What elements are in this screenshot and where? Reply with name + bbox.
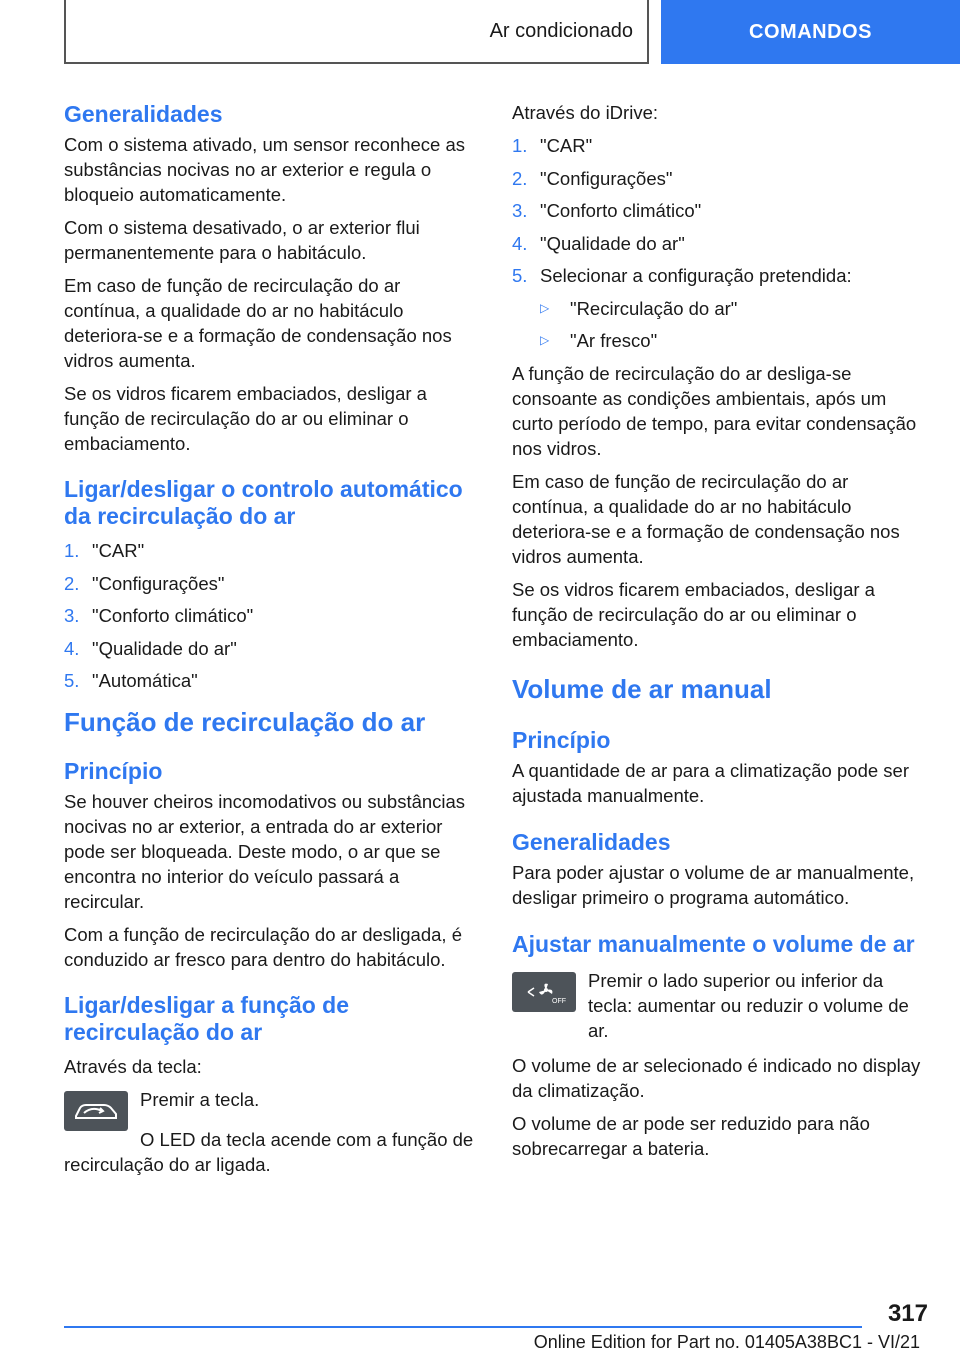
footer-divider xyxy=(64,1326,862,1328)
list-number: 2. xyxy=(512,167,528,189)
section-title-adjust-volume: Ajustar manualmente o volume de ar xyxy=(512,930,915,957)
list-number: 5. xyxy=(64,670,80,691)
paragraph: Com o sistema desativado, o ar exterior flui permanentemente para o habitáculo. xyxy=(64,217,420,263)
list-text: "Ar fresco" xyxy=(570,330,658,351)
paragraph: Se os vidros ficarem embaciados, desligar a função de recirculação do ar ou eliminar o embaciamento. xyxy=(64,383,427,454)
page-number: 317 xyxy=(887,1300,928,1327)
header-section-tab xyxy=(64,0,649,64)
paragraph: Com o sistema ativado, um sensor reconhece as substâncias nocivas no ar exterior e regula o bloqueio automaticamente. xyxy=(64,134,466,205)
list-number: 1. xyxy=(512,135,528,156)
paragraph: Através da tecla: xyxy=(64,1056,202,1077)
paragraph: O LED da tecla acende com a função de recirculação do ar ligada. xyxy=(64,1129,474,1175)
paragraph: A quantidade de ar para a climatização pode ser ajustada manualmente. xyxy=(512,759,909,806)
list-item xyxy=(512,263,928,288)
list-text: "CAR" xyxy=(92,540,145,561)
steps-list xyxy=(64,538,478,693)
paragraph: O volume de ar pode ser reduzido para não sobrecarregar a bateria. xyxy=(512,1112,870,1159)
list-text: "Qualidade do ar" xyxy=(540,232,685,254)
left-column xyxy=(64,100,478,1185)
triangle-bullet-icon: ▷ xyxy=(540,333,550,347)
sub-list-item xyxy=(512,296,928,321)
paragraph: Em caso de função de recirculação do ar contínua, a qualidade do ar no habitáculo deteriora-se e a formação de condensação nos vidros aumenta. xyxy=(64,275,452,371)
button-instruction xyxy=(512,968,928,1043)
list-item xyxy=(64,668,478,693)
paragraph: Em caso de função de recirculação do ar contínua, a qualidade do ar no habitáculo deteriora-se e a formação de condensação nos vidros aumenta. xyxy=(512,470,900,567)
list-item xyxy=(512,231,928,256)
list-item xyxy=(64,603,478,628)
list-text: "Automática" xyxy=(92,670,198,691)
paragraph: Através do iDrive: xyxy=(512,102,658,123)
paragraph: Se os vidros ficarem embaciados, desligar a função de recirculação do ar ou eliminar o embaciamento. xyxy=(512,578,875,650)
list-number: 3. xyxy=(512,200,528,221)
list-number: 2. xyxy=(64,572,80,594)
section-title-principio: Princípio xyxy=(512,726,611,753)
list-text: Selecionar a configuração pretendida: xyxy=(540,265,852,286)
header-section-title: Ar condicionado xyxy=(489,19,633,42)
section-title-generalidades: Generalidades xyxy=(64,101,223,127)
paragraph: Para poder ajustar o volume de ar manualmente, desligar primeiro o programa automático. xyxy=(512,861,915,908)
recirculation-icon xyxy=(64,1091,128,1131)
sub-list-item xyxy=(512,328,928,353)
paragraph: A função de recirculação do ar desliga-se consoante as condições ambientais, após um curto período de tempo, para evitar condensação nos vidros. xyxy=(512,362,917,459)
list-item xyxy=(64,636,478,661)
list-text: "Configurações" xyxy=(540,167,673,189)
list-text: "CAR" xyxy=(540,135,593,156)
right-column xyxy=(512,100,928,1169)
paragraph: Se houver cheiros incomodativos ou substâncias nocivas no ar exterior, a entrada do ar exterior pode ser bloqueada. Deste modo, o ar que se encontra no interior do veículo passará a recircular. xyxy=(64,791,466,912)
idrive-steps-list xyxy=(512,133,928,353)
section-title-auto-recirculation: Ligar/desligar o controlo automático da recirculação do ar xyxy=(64,476,463,529)
header-chapter-title: COMANDOS xyxy=(749,20,872,43)
list-text: "Recirculação do ar" xyxy=(570,297,738,319)
list-item xyxy=(512,133,928,158)
footer-edition: Online Edition for Part no. 01405A38BC1 - VI/21 xyxy=(533,1332,920,1352)
triangle-bullet-icon: ▷ xyxy=(540,300,550,315)
section-title-principio: Princípio xyxy=(64,758,163,784)
button-instruction xyxy=(64,1087,478,1131)
list-item xyxy=(64,538,478,563)
list-text: "Conforto climático" xyxy=(92,605,254,626)
paragraph: Com a função de recirculação do ar desligada, é conduzido ar fresco para dentro do habitáculo. xyxy=(64,924,462,970)
list-item xyxy=(512,166,928,191)
fan-off-icon xyxy=(512,972,576,1012)
list-text: "Configurações" xyxy=(92,572,225,594)
list-number: 1. xyxy=(64,540,80,561)
list-item xyxy=(64,571,478,596)
list-text: "Qualidade do ar" xyxy=(92,637,237,659)
fan-off-label: OFF xyxy=(552,997,566,1005)
list-number: 4. xyxy=(64,637,80,659)
list-number: 4. xyxy=(512,232,528,254)
list-item xyxy=(512,198,928,223)
list-number: 3. xyxy=(64,605,80,626)
chapter-title-recirculation: Função de recirculação do ar xyxy=(64,707,426,737)
list-text: "Conforto climático" xyxy=(540,200,702,221)
section-title-toggle-recirculation: Ligar/desligar a função de recirculação do ar xyxy=(64,992,350,1045)
header-chapter-tab xyxy=(661,0,960,64)
chapter-title-manual-volume: Volume de ar manual xyxy=(512,673,772,704)
section-title-generalidades: Generalidades xyxy=(512,828,671,855)
paragraph: O volume de ar selecionado é indicado no display da climatização. xyxy=(512,1054,921,1101)
paragraph: Premir o lado superior ou inferior da tecla: aumentar ou reduzir o volume de ar. xyxy=(588,969,909,1041)
list-number: 5. xyxy=(512,265,528,286)
paragraph: Premir a tecla. xyxy=(140,1089,260,1110)
